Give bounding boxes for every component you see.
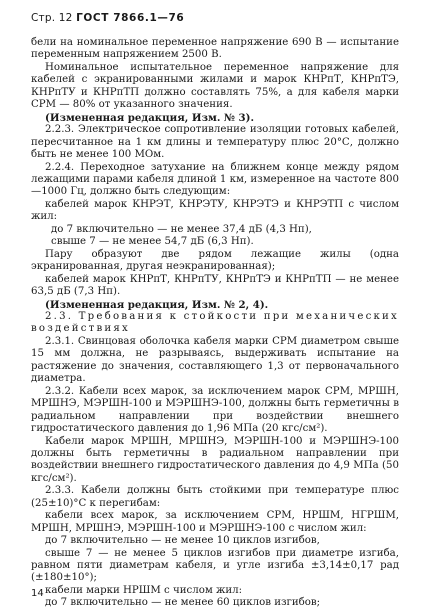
paragraph-voltage-continued: бели на номинальное переменное напряжение 690 В — испытание переменным напряжением 2500 В. bbox=[31, 37, 399, 61]
clause-2-3-3: 2.3.3. Кабели должны быть стойкими при температуре плюс (25±10)°С к перегибам: bbox=[31, 485, 399, 509]
page-number: 14 bbox=[31, 588, 44, 599]
list-item: кабелей марок КНРЭТ, КНРЭТУ, КНРЭТЭ и КНРЭТП с числом жил: bbox=[31, 198, 399, 223]
amendment-note: (Измененная редакция, Изм. № 2, 4). bbox=[45, 298, 269, 311]
page-header bbox=[31, 12, 184, 24]
paragraph-test-voltage: Номинальное испытательное переменное напряжение для кабелей с экранированными жилами и марок КНРпТ, КНРпТЭ, КНРпТУ и КНРпТП должно составлять 75%, а для кабеля марки СРМ — 80% от указанного значения. bbox=[31, 61, 399, 111]
clause-2-3-1: 2.3.1. Свинцовая оболочка кабеля марки СРМ диаметром свыше 15 мм должна, не разрываясь, выдерживать испытание на растяжение до значения, составляющего 1,3 от первоначального диаметра. bbox=[31, 335, 399, 385]
clause-2-2-3: 2.2.3. Электрическое сопротивление изоляции готовых кабелей, пересчитанное на 1 км длины и температуру плюс 20°С, должно быть не менее 100 МОм. bbox=[31, 124, 399, 161]
list-item: свыше 7 — не менее 5 циклов изгибов при диаметре изгиба, равном пяти диаметрам кабеля, и угле изгиба ±3,14±0,17 рад (±180±10°); bbox=[31, 547, 399, 584]
paragraph-pair-definition: Пару образуют две рядом лежащие жилы (одна экранированная, другая неэкранированная); bbox=[31, 248, 399, 273]
list-item: до 7 включительно — не менее 60 циклов изгибов; bbox=[45, 597, 321, 609]
gost-designation: ГОСТ 7866.1—76 bbox=[76, 12, 185, 24]
amendment-note: (Измененная редакция, Изм. № 3). bbox=[45, 111, 255, 124]
list-item: свыше 7 — не менее 54,7 дБ (6,3 Нп). bbox=[51, 236, 254, 248]
list-item: до 7 включительно — не менее 37,4 дБ (4,3 Нп), bbox=[51, 223, 312, 235]
list-item: до 7 включительно — не менее 10 циклов изгибов, bbox=[45, 535, 320, 547]
clause-2-3-2: 2.3.2. Кабели всех марок, за исключением марок СРМ, МРШН, МРШНЭ, МЭРШН-100 и МЭРШНЭ-100, должны быть герметичны в радиальном направлении при воздействии внешнего гидростатического давления до 1,96 МПа (20 кгс/см²). bbox=[31, 385, 399, 435]
paragraph-radial-tightness: Кабели марок МРШН, МРШНЭ, МЭРШН-100 и МЭРШНЭ-100 должны быть герметичны в радиальном направлении при воздействии внешнего гидростатического давления до 4,9 МПа (50 кгс/см²). bbox=[31, 435, 399, 484]
document-body bbox=[31, 37, 399, 610]
list-item: кабели всех марок, за исключением СРМ, НРШМ, НГРШМ, МРШН, МРШНЭ, МЭРШН-100 и МЭРШНЭ-100 с числом жил: bbox=[31, 510, 399, 534]
page-label: Стр. 12 bbox=[31, 12, 73, 24]
section-heading-2-3: 2.3. Требования к стойкости при механических воздействиях bbox=[31, 310, 399, 335]
list-item: кабелей марок КНРпТ, КНРпТУ, КНРпТЭ и КНРпТП — не менее 63,5 дБ (7,3 Нп). bbox=[31, 273, 399, 298]
list-item: кабели марки НРШМ с числом жил: bbox=[45, 584, 243, 596]
clause-2-2-4: 2.2.4. Переходное затухание на ближнем конце между рядом лежащими парами кабеля длиной 1 км, измеренное на частоте 800—1000 Гц, должно быть следующим: bbox=[31, 161, 399, 198]
